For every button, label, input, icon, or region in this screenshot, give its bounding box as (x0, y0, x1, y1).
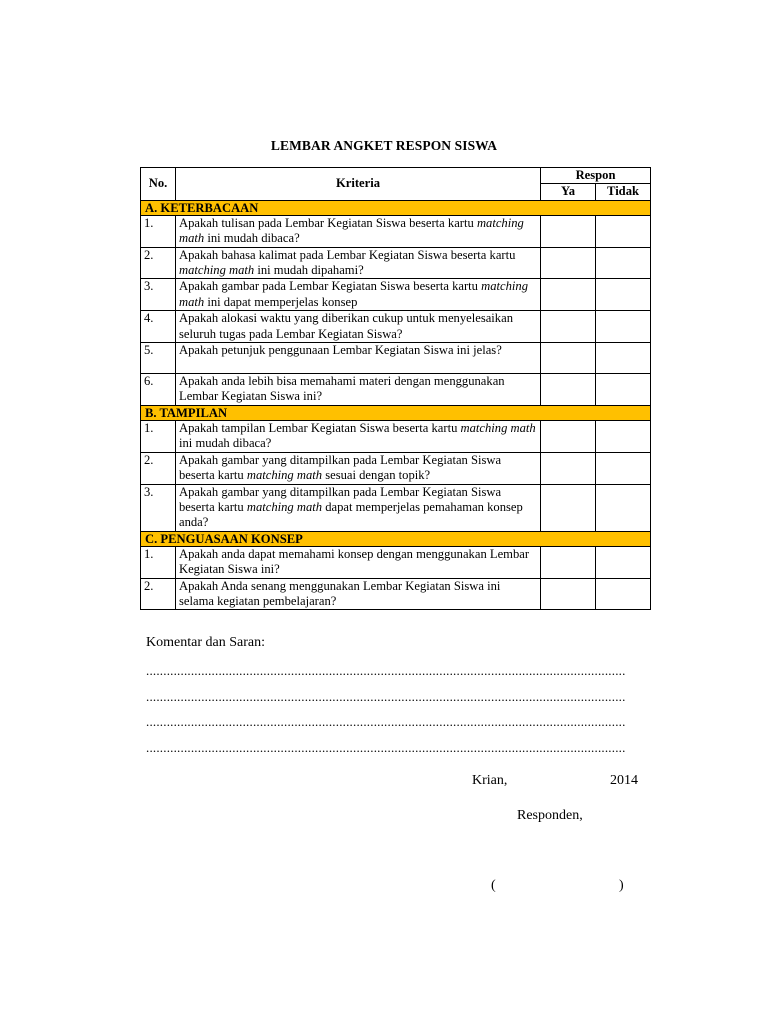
question-text-part: Apakah gambar pada Lembar Kegiatan Siswa beserta kartu (179, 279, 482, 294)
response-tidak-box[interactable] (596, 420, 651, 452)
response-ya-box[interactable] (541, 452, 596, 484)
question-number: 2. (141, 578, 176, 610)
question-text (176, 374, 541, 406)
header-tidak: Tidak (596, 184, 651, 200)
question-number: 5. (141, 343, 176, 374)
table-row (141, 546, 651, 578)
questionnaire-body (141, 200, 651, 610)
question-text-part: Apakah Anda senang menggunakan Lembar Kegiatan Siswa ini selama kegiatan pembelajaran? (179, 578, 501, 608)
question-text (176, 452, 541, 484)
question-number: 2. (141, 247, 176, 279)
question-text-part: ini mudah dibaca? (204, 231, 300, 246)
response-tidak-box[interactable] (596, 578, 651, 610)
question-number: 3. (141, 484, 176, 531)
question-text (176, 420, 541, 452)
question-number: 1. (141, 420, 176, 452)
question-text-part: ini mudah dibaca? (179, 436, 272, 451)
response-ya-box[interactable] (541, 247, 596, 279)
question-number: 6. (141, 374, 176, 406)
question-text-part: sesuai dengan topik? (322, 468, 431, 483)
response-tidak-box[interactable] (596, 247, 651, 279)
response-ya-box[interactable] (541, 311, 596, 343)
response-ya-box[interactable] (541, 279, 596, 311)
question-text-part: ini mudah dipahami? (254, 263, 364, 278)
document-title: LEMBAR ANGKET RESPON SISWA (270, 138, 498, 153)
question-text-emphasis: matching math (179, 279, 529, 309)
question-text-part: Apakah tampilan Lembar Kegiatan Siswa beserta kartu (179, 420, 461, 435)
question-text (176, 578, 541, 610)
response-ya-box[interactable] (541, 420, 596, 452)
response-ya-box[interactable] (541, 374, 596, 406)
question-text-part: Apakah gambar yang ditampilkan pada Lembar Kegiatan Siswa beserta kartu (179, 484, 502, 514)
response-tidak-box[interactable] (596, 279, 651, 311)
response-tidak-box[interactable] (596, 343, 651, 374)
response-tidak-box[interactable] (596, 374, 651, 406)
section-header: C. PENGUASAAN KONSEP (141, 531, 651, 546)
response-ya-box[interactable] (541, 484, 596, 531)
table-row (141, 343, 651, 374)
question-text (176, 215, 541, 247)
question-text-emphasis: matching math (246, 468, 323, 483)
question-text-part: Apakah alokasi waktu yang diberikan cukup untuk menyelesaikan seluruh tugas pada Lembar Kegiatan Siswa? (179, 311, 513, 341)
response-tidak-box[interactable] (596, 311, 651, 343)
question-text-part: Apakah anda dapat memahami konsep dengan menggunakan Lembar Kegiatan Siswa ini? (179, 546, 530, 577)
table-row (141, 484, 651, 531)
question-text-part: Apakah petunjuk penggunaan Lembar Kegiatan Siswa ini jelas? (179, 343, 502, 358)
response-tidak-box[interactable] (596, 452, 651, 484)
table-row (141, 279, 651, 311)
table-row (141, 215, 651, 247)
section-header: B. TAMPILAN (141, 405, 651, 420)
response-ya-box[interactable] (541, 215, 596, 247)
section-header: A. KETERBACAAN (141, 200, 651, 215)
table-row (141, 247, 651, 279)
signature-year: 2014 (610, 773, 638, 788)
question-text (176, 343, 541, 374)
question-number: 1. (141, 546, 176, 578)
comment-line-1[interactable]: ........................................................................................................................................... (146, 663, 626, 678)
question-text-part: Apakah tulisan pada Lembar Kegiatan Siswa beserta kartu (179, 215, 477, 230)
signature-role: Responden, (517, 808, 583, 823)
signature-place: Krian, (472, 773, 508, 788)
question-number: 3. (141, 279, 176, 311)
question-text-emphasis: matching math (179, 263, 255, 278)
question-number: 2. (141, 452, 176, 484)
response-ya-box[interactable] (541, 578, 596, 610)
question-text (176, 546, 541, 578)
response-tidak-box[interactable] (596, 546, 651, 578)
question-number: 4. (141, 311, 176, 343)
question-text (176, 279, 541, 311)
table-row (141, 420, 651, 452)
question-text-emphasis: matching math (460, 420, 536, 435)
signature-paren-close: ) (619, 878, 624, 893)
question-number: 1. (141, 215, 176, 247)
question-text (176, 484, 541, 531)
question-text (176, 311, 541, 343)
comment-line-3[interactable]: ........................................................................................................................................... (146, 714, 626, 729)
table-row (141, 374, 651, 406)
question-text-part: dapat memperjelas pemahaman konsep anda? (179, 499, 523, 530)
table-row (141, 452, 651, 484)
response-tidak-box[interactable] (596, 215, 651, 247)
question-text-part: Apakah bahasa kalimat pada Lembar Kegiatan Siswa beserta kartu (179, 247, 516, 262)
comment-label: Komentar dan Saran: (146, 635, 265, 650)
question-text-part: Apakah gambar yang ditampilkan pada Lembar Kegiatan Siswa beserta kartu (179, 452, 502, 483)
comment-line-2[interactable]: ........................................................................................................................................... (146, 689, 626, 704)
question-text-part: Apakah anda lebih bisa memahami materi dengan menggunakan Lembar Kegiatan Siswa ini? (179, 374, 505, 404)
comment-line-4[interactable]: ........................................................................................................................................... (146, 740, 626, 755)
header-ya: Ya (541, 184, 596, 200)
table-row (141, 311, 651, 343)
question-text-emphasis: matching math (246, 499, 323, 514)
signature-paren-open: ( (491, 878, 496, 893)
question-text (176, 247, 541, 279)
response-ya-box[interactable] (541, 343, 596, 374)
header-no: No. (141, 168, 176, 201)
response-tidak-box[interactable] (596, 484, 651, 531)
response-ya-box[interactable] (541, 546, 596, 578)
header-kriteria: Kriteria (176, 168, 541, 201)
questionnaire-table (140, 167, 651, 610)
header-respon: Respon (541, 168, 651, 184)
question-text-part: ini dapat memperjelas konsep (204, 294, 358, 309)
question-text-emphasis: matching math (179, 215, 524, 246)
table-row (141, 578, 651, 610)
